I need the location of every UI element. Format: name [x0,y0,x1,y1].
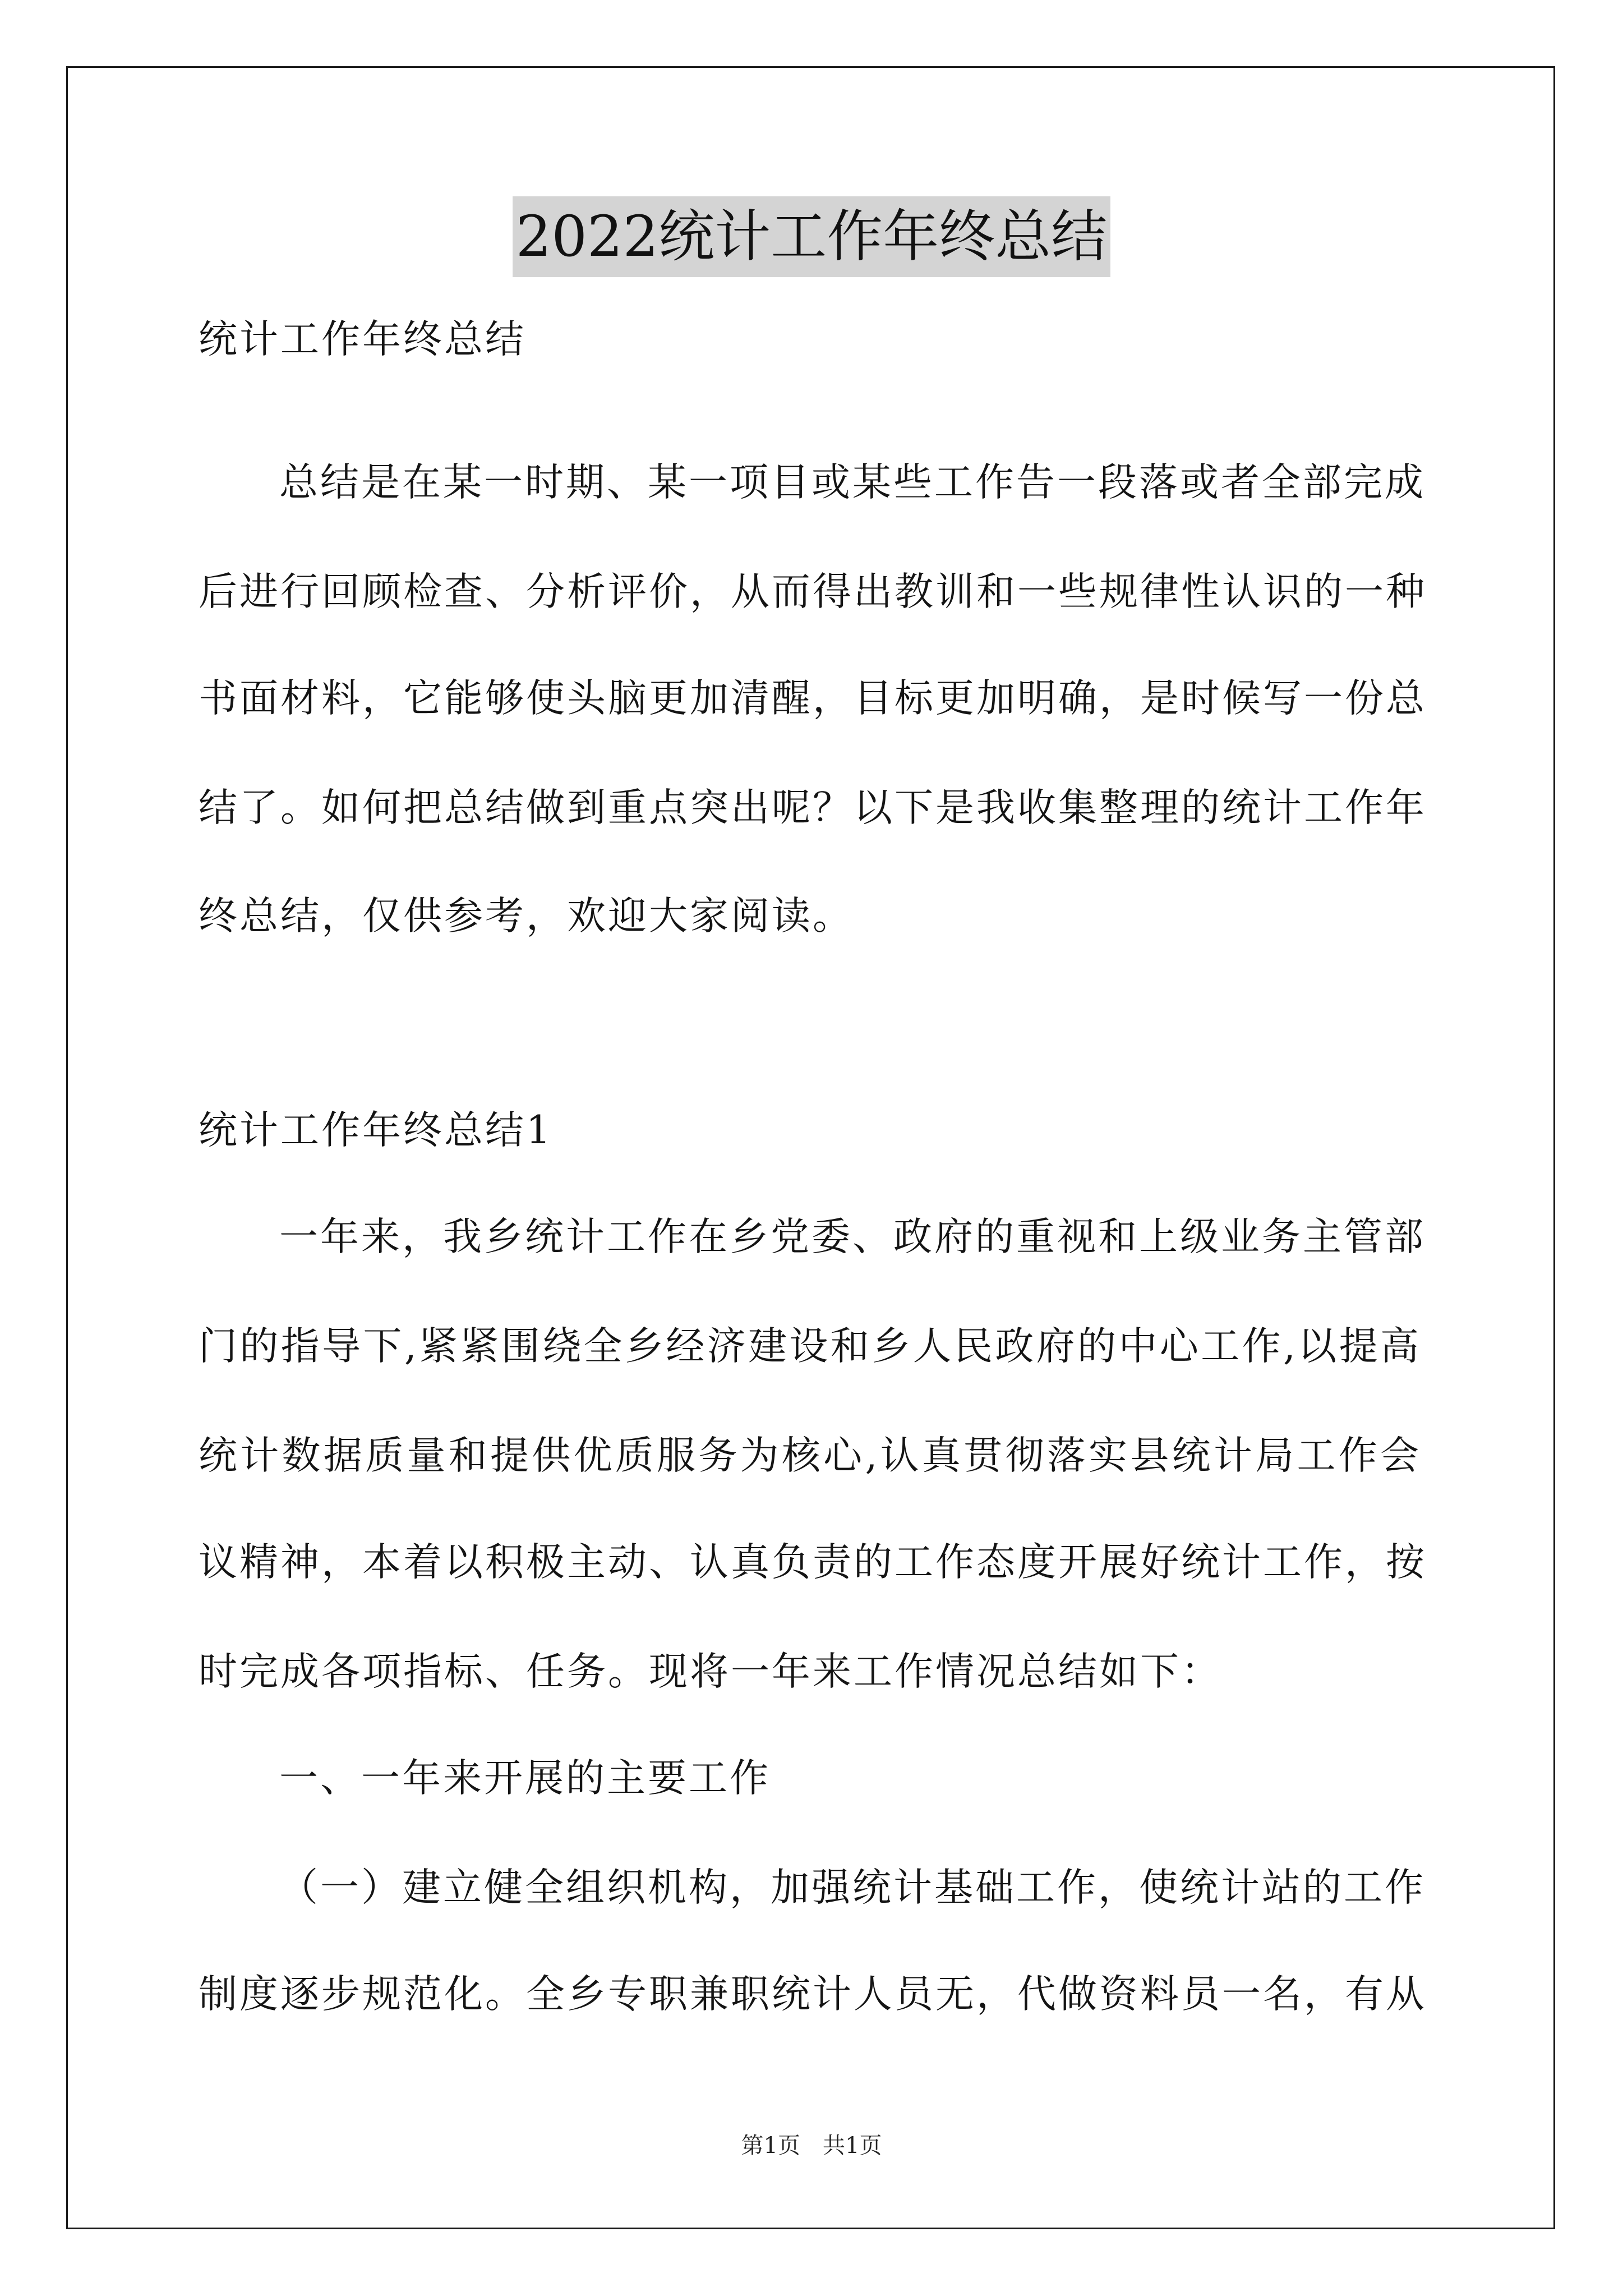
document-title: 2022统计工作年终总结 [513,196,1111,277]
paragraph-line: 时完成各项指标、任务。现将一年来工作情况总结如下： [199,1649,1222,1694]
paragraph-line: 书面材料，它能够使头脑更加清醒，目标更加明确，是时候写一份总 [199,676,1427,721]
paragraph-line: 后进行回顾检查、分析评价，从而得出教训和一些规律性认识的一种 [199,569,1427,614]
subtitle-line: 统计工作年终总结 [199,317,526,362]
paragraph-line: 总结是在某一时期、某一项目或某些工作告一段落或者全部完成 [279,460,1426,505]
paragraph-line: 统计数据质量和提供优质服务为核心,认真贯彻落实县统计局工作会 [199,1433,1421,1478]
paragraph-line: 一年来，我乡统计工作在乡党委、政府的重视和上级业务主管部 [279,1214,1426,1259]
subsection-heading: 一、一年来开展的主要工作 [279,1756,771,1801]
paragraph-line: （一）建立健全组织机构，加强统计基础工作，使统计站的工作 [279,1865,1426,1910]
paragraph-line: 门的指导下,紧紧围绕全乡经济建设和乡人民政府的中心工作,以提高 [199,1324,1421,1369]
paragraph-line: 终总结，仅供参考，欢迎大家阅读。 [199,894,854,938]
paragraph-line: 议精神，本着以积极主动、认真负责的工作态度开展好统计工作，按 [199,1540,1427,1585]
section-heading: 统计工作年终总结1 [199,1108,553,1153]
title-container [0,196,1623,277]
paragraph-line: 制度逐步规范化。全乡专职兼职统计人员无，代做资料员一名，有从 [199,1972,1427,2017]
paragraph-line: 结了。如何把总结做到重点突出呢？以下是我收集整理的统计工作年 [199,785,1427,830]
page-footer: 第1页 共1页 [741,2133,882,2159]
